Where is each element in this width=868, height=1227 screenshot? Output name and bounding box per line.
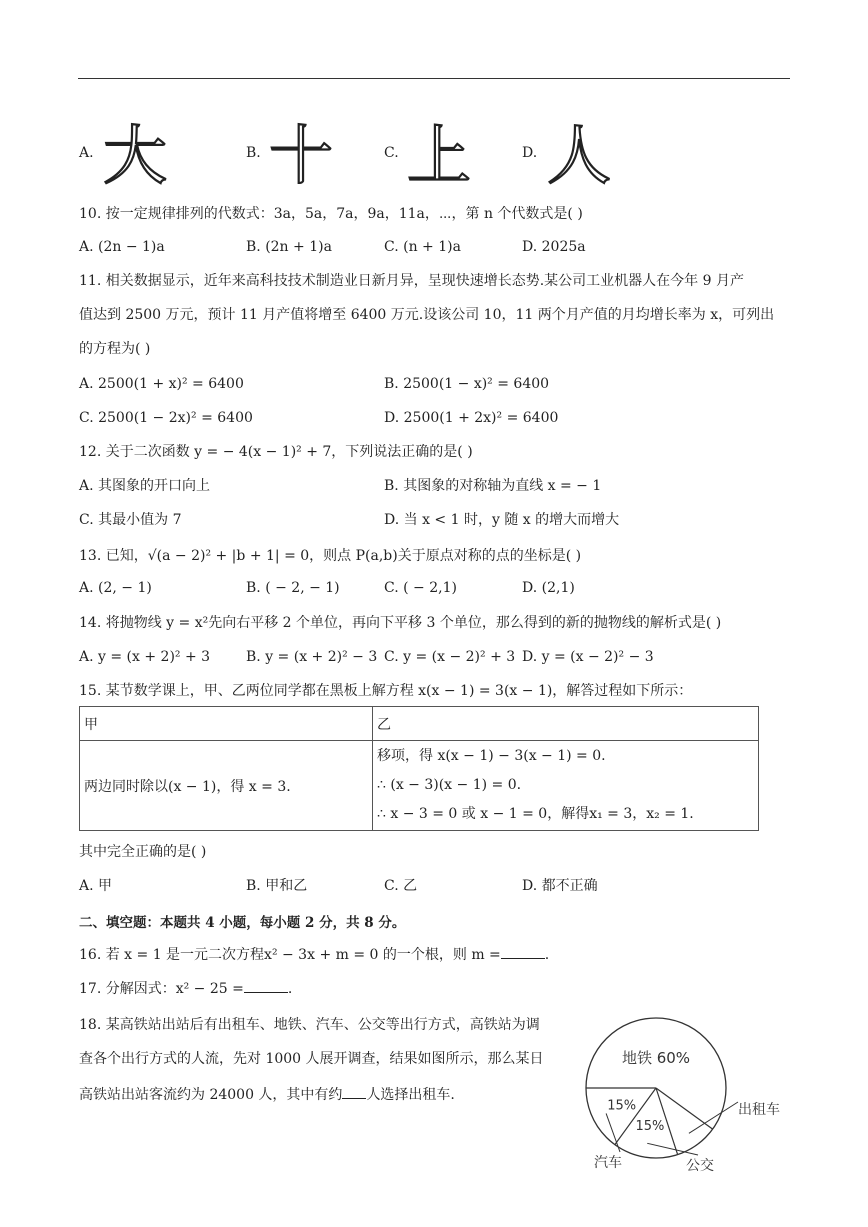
q14-option-b: B. y = (x + 2)² − 3 [246, 649, 378, 665]
q18-line3-post: 人选择出租车. [366, 1087, 455, 1103]
q15-stem: 15. 某节数学课上，甲、乙两位同学都在黑板上解方程 x(x − 1) = 3(x − 1)，解答过程如下所示： [79, 683, 693, 699]
q15-option-a: A. 甲 [79, 878, 113, 894]
table-cell-jia: 两边同时除以(x − 1)，得 x = 3. [80, 741, 373, 831]
q13-option-b: B. ( − 2, − 1) [246, 580, 340, 596]
yi-step-1: 移项，得 x(x − 1) − 3(x − 1) = 0. [377, 748, 606, 764]
pie-label-taxi: 出租车 [738, 1102, 780, 1118]
table-cell-yi [373, 741, 759, 831]
q11-option-c: C. 2500(1 − 2x)² = 6400 [79, 410, 253, 426]
pie-chart [580, 1010, 800, 1180]
q15-solution-table [79, 706, 759, 831]
table-head-yi: 乙 [373, 707, 759, 741]
q15-option-d: D. 都不正确 [522, 878, 598, 894]
q9-option-d-label: D. [522, 145, 538, 161]
svg-text:人: 人 [547, 120, 611, 188]
q14-stem: 14. 将抛物线 y = x²先向右平移 2 个单位，再向下平移 3 个单位，那么得到的新的抛物线的解析式是( ) [79, 615, 722, 631]
q9-option-c-label: C. [384, 145, 399, 161]
q12-stem: 12. 关于二次函数 y = − 4(x − 1)² + 7，下列说法正确的是( ) [79, 444, 473, 460]
q13-stem: 13. 已知，√(a − 2)² + |b + 1| = 0，则点 P(a,b)关于原点对称的点的坐标是( ) [79, 548, 582, 564]
q9-option-b-label: B. [246, 145, 261, 161]
q18-line3 [79, 1084, 455, 1104]
q15-option-b: B. 甲和乙 [246, 878, 308, 894]
q18-line1: 18. 某高铁站出站后有出租车、地铁、汽车、公交等出行方式，高铁站为调 [79, 1017, 540, 1033]
q10-option-b: B. (2n + 1)a [246, 239, 332, 255]
pie-value-car: 15% [607, 1098, 637, 1114]
q11-stem-line3: 的方程为( ) [79, 341, 151, 357]
header-rule [78, 78, 790, 79]
svg-text:十: 十 [269, 120, 333, 188]
q12-option-d: D. 当 x < 1 时，y 随 x 的增大而增大 [384, 512, 620, 528]
q14-option-a: A. y = (x + 2)² + 3 [79, 649, 211, 665]
q10-option-a: A. (2n − 1)a [79, 239, 165, 255]
q11-option-d: D. 2500(1 + 2x)² = 6400 [384, 410, 559, 426]
q9-option-a-label: A. [79, 145, 94, 161]
q9-option-d-glyph [544, 118, 614, 188]
q11-option-b: B. 2500(1 − x)² = 6400 [384, 376, 550, 392]
q11-stem-line1: 11. 相关数据显示，近年来高科技技术制造业日新月异，呈现快速增长态势.某公司工业机器人在今年 9 月产 [79, 273, 744, 289]
yi-step-2: ∴ (x − 3)(x − 1) = 0. [377, 777, 522, 793]
q16 [79, 944, 549, 964]
q11-option-a: A. 2500(1 + x)² = 6400 [79, 376, 244, 392]
q12-option-c: C. 其最小值为 7 [79, 512, 182, 528]
q10-option-c: C. (n + 1)a [384, 239, 461, 255]
table-head-jia: 甲 [80, 707, 373, 741]
q15-option-c: C. 乙 [384, 878, 418, 894]
pie-value-bus: 15% [635, 1119, 665, 1135]
q14-option-c: C. y = (x − 2)² + 3 [384, 649, 516, 665]
yi-step-3: ∴ x − 3 = 0 或 x − 1 = 0，解得x₁ = 3，x₂ = 1. [377, 806, 694, 822]
q15-follow: 其中完全正确的是( ) [79, 844, 207, 860]
q12-option-a: A. 其图象的开口向上 [79, 478, 211, 494]
q13-option-a: A. (2, − 1) [79, 580, 152, 596]
q9-option-a-glyph [100, 118, 170, 188]
svg-text:上: 上 [407, 120, 471, 188]
pie-label-metro: 地铁 60% [621, 1049, 691, 1067]
q12-option-b: B. 其图象的对称轴为直线 x = − 1 [384, 478, 602, 494]
q14-option-d: D. y = (x − 2)² − 3 [522, 649, 654, 665]
q18-line3-pre: 高铁站出站客流约为 24000 人，其中有约 [79, 1087, 343, 1103]
section-heading: 二、填空题：本题共 4 小题，每小题 2 分，共 8 分。 [79, 915, 406, 931]
q16-post: . [544, 947, 550, 963]
q10-option-d: D. 2025a [522, 239, 586, 255]
q17-answer-blank[interactable] [244, 978, 288, 993]
q16-text: 16. 若 x = 1 是一元二次方程x² − 3x + m = 0 的一个根，则 m = [79, 947, 501, 963]
q16-answer-blank[interactable] [501, 944, 545, 959]
svg-text:大: 大 [103, 120, 167, 188]
pie-label-car: 汽车 [594, 1155, 622, 1171]
q18-line2: 查各个出行方式的人流，先对 1000 人展开调查，结果如图所示，那么某日 [79, 1051, 544, 1067]
q13-option-d: D. (2,1) [522, 580, 575, 596]
q17-post: . [287, 981, 293, 997]
q10-stem: 10. 按一定规律排列的代数式：3a，5a，7a，9a，11a，⋯，第 n 个代数式是( ) [79, 206, 583, 222]
pie-label-bus: 公交 [686, 1158, 714, 1174]
q11-stem-line2: 值达到 2500 万元，预计 11 月产值将增至 6400 万元.设该公司 10，11 两个月产值的月均增长率为 x，可列出 [79, 307, 775, 323]
q17-text: 17. 分解因式：x² − 25 = [79, 981, 244, 997]
q17 [79, 978, 292, 998]
q18-answer-blank[interactable] [342, 1084, 366, 1099]
q13-option-c: C. ( − 2,1) [384, 580, 457, 596]
q9-option-c-glyph [404, 118, 474, 188]
q9-option-b-glyph [266, 118, 336, 188]
